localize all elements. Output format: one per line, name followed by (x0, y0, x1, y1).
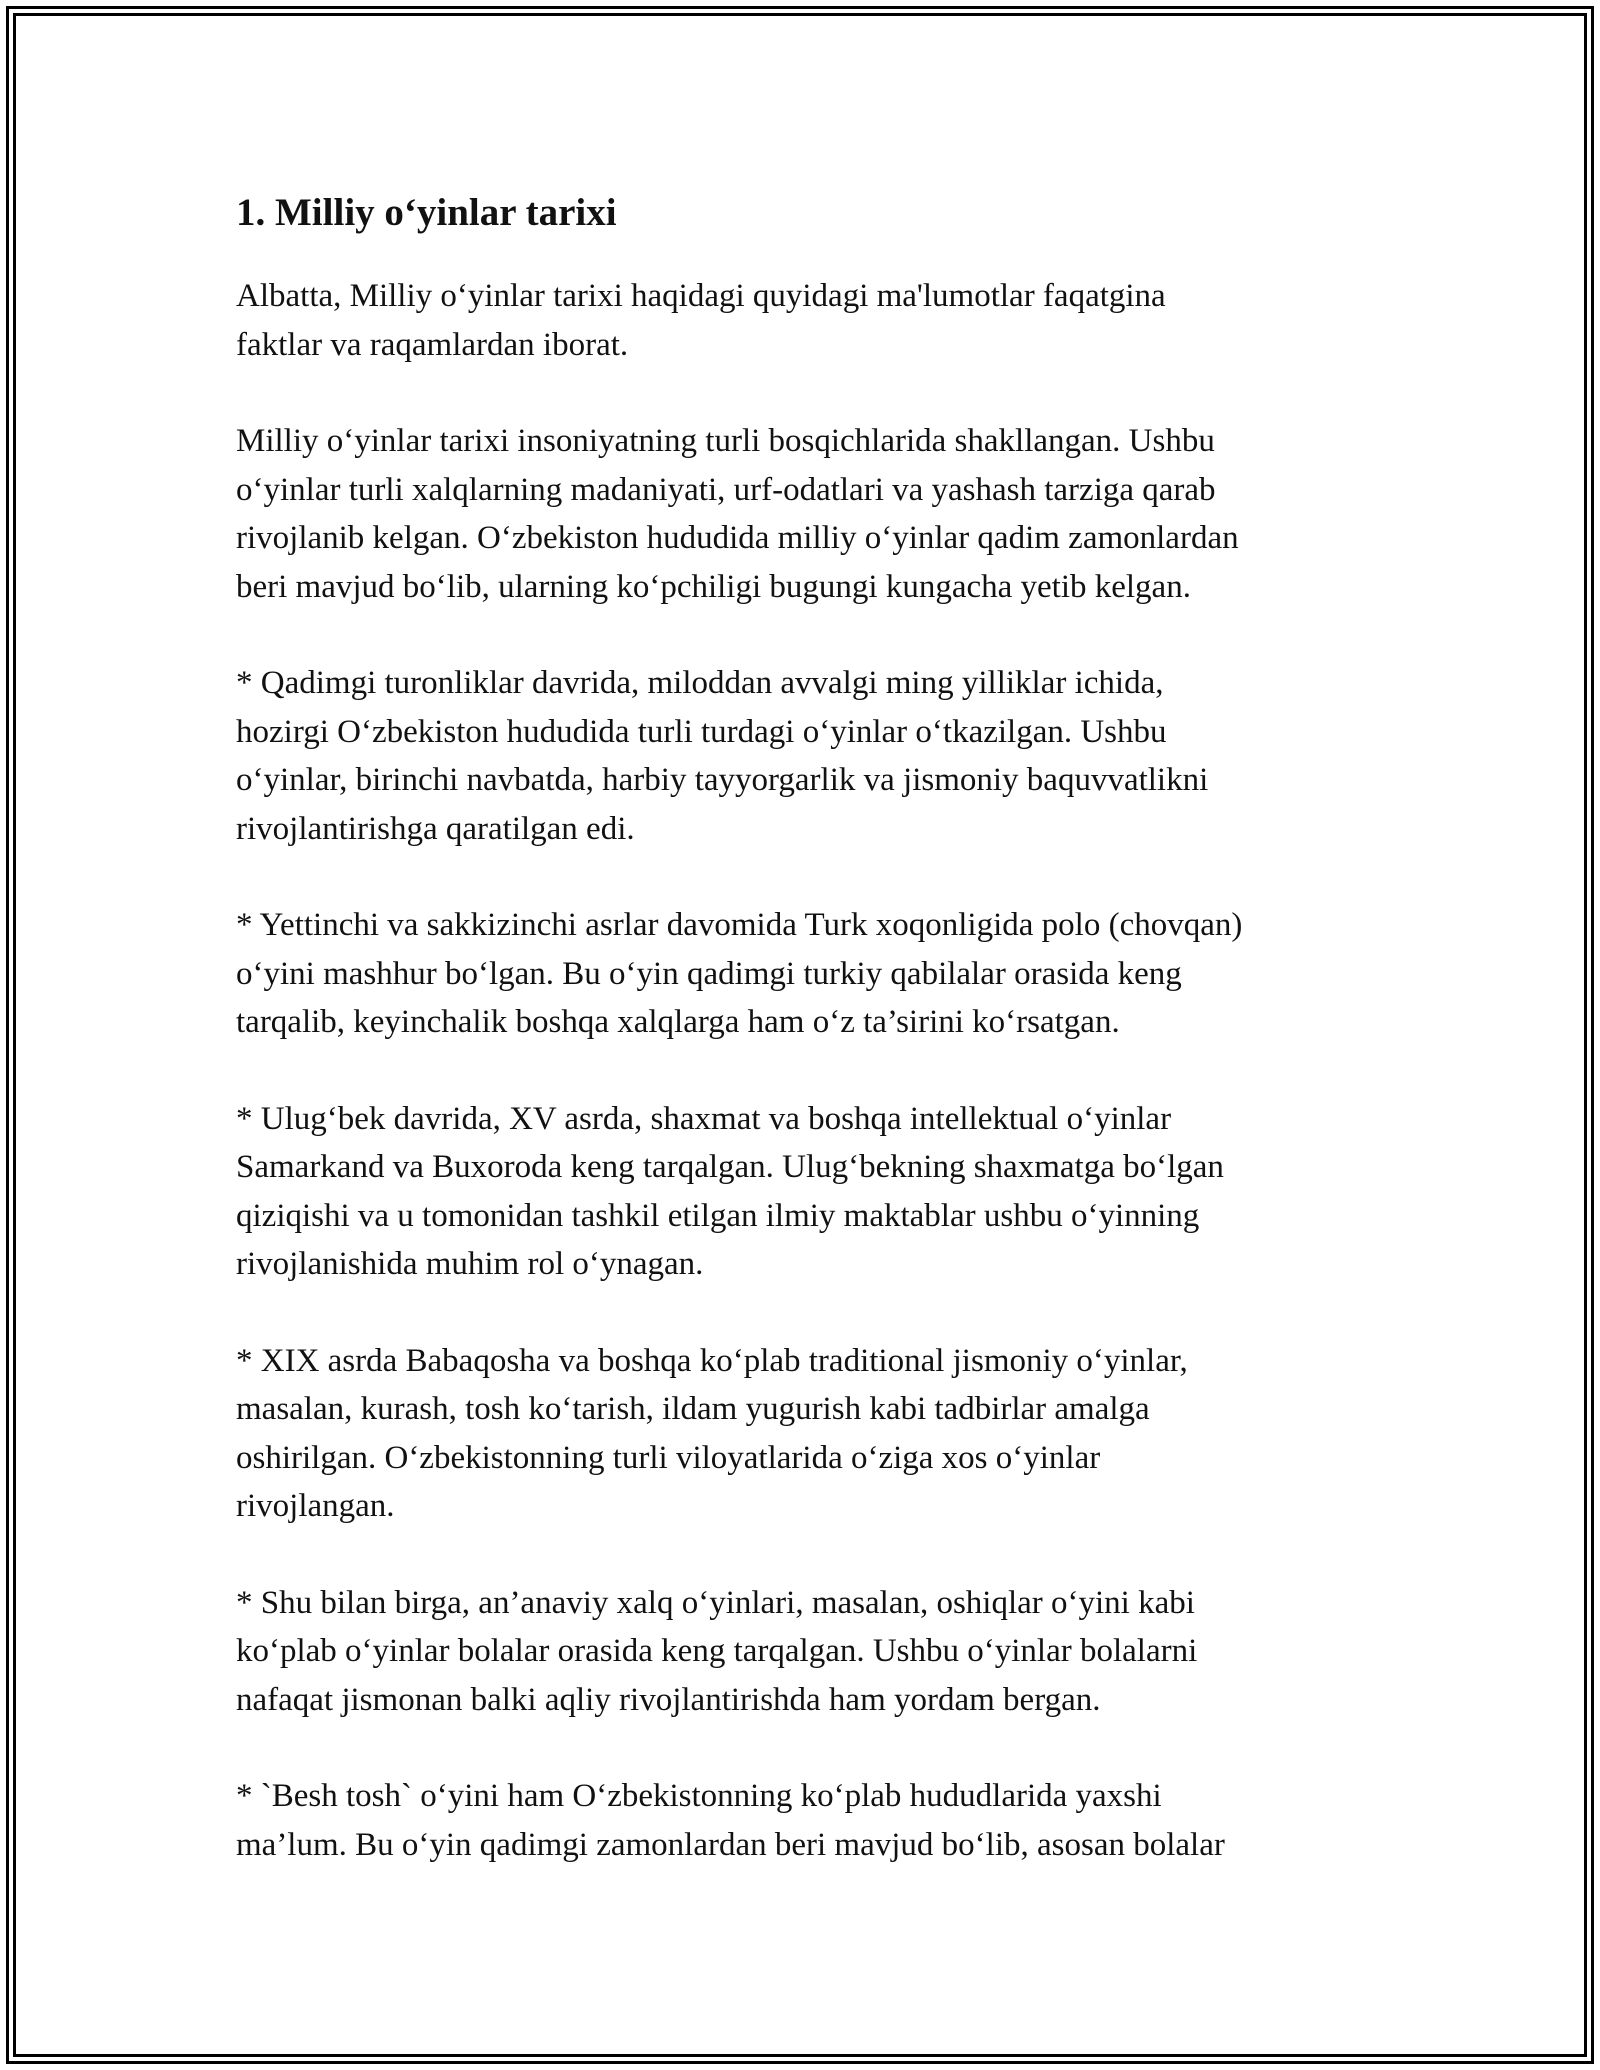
paragraph-overview: Milliy o‘yinlar tarixi insoniyatning turli bosqichlarida shakllangan. Ushbu o‘yinlar turli xalqlarning madaniyati, urf-odatlari va yashash tarziga qarab rivojlanib kelgan. O‘zbekiston hududida milliy o‘yinlar qadim zamonlardan beri mavjud bo‘lib, ularning ko‘pchiligi bugungi kungacha yetib kelgan. (236, 423, 1239, 605)
paragraph-besh-tosh: * `Besh tosh` o‘yini ham O‘zbekistonning ko‘plab hududlarida yaxshi ma’lum. Bu o‘yin qadimgi zamonlardan beri mavjud bo‘lib, asosan bolalar (236, 1778, 1225, 1863)
section-heading: 1. Milliy o‘yinlar tarixi (236, 191, 617, 234)
paragraph-intro: Albatta, Milliy o‘yinlar tarixi haqidagi quyidagi ma'lumotlar faqatgina faktlar va raqamlardan iborat. (236, 278, 1166, 363)
paragraph-ancient-turan: * Qadimgi turonliklar davrida, miloddan avvalgi ming yilliklar ichida, hozirgi O‘zbekiston hududida turli turdagi o‘yinlar o‘tkazilgan. Ushbu o‘yinlar, birinchi navbatda, harbiy tayyorgarlik va jismoniy baquvvatlikni rivojlantirishga qaratilgan edi. (236, 665, 1209, 847)
paragraph-xix-century: * XIX asrda Babaqosha va boshqa ko‘plab traditional jismoniy o‘yinlar, masalan, kurash, tosh ko‘tarish, ildam yugurish kabi tadbirlar amalga oshirilgan. O‘zbekistonning turli viloyatlarida o‘ziga xos o‘yinlar rivojlangan. (236, 1342, 1188, 1524)
paragraph-polo: * Yettinchi va sakkizinchi asrlar davomida Turk xoqonligida polo (chovqan) o‘yini mashhur bo‘lgan. Bu o‘yin qadimgi turkiy qabilalar orasida keng tarqalib, keyinchalik boshqa xalqlarga ham o‘z ta’sirini ko‘rsatgan. (236, 907, 1243, 1040)
paragraph-ulugbek-chess: * Ulug‘bek davrida, XV asrda, shaxmat va boshqa intellektual o‘yinlar Samarkand va Buxoroda keng tarqalgan. Ulug‘bekning shaxmatga bo‘lgan qiziqishi va u tomonidan tashkil etilgan ilmiy maktablar ushbu o‘yinning rivojlanishida muhim rol o‘ynagan. (236, 1100, 1224, 1282)
paragraph-folk-games: * Shu bilan birga, an’anaviy xalq o‘yinlari, masalan, oshiqlar o‘yini kabi ko‘plab o‘yinlar bolalar orasida keng tarqalgan. Ushbu o‘yinlar bolalarni nafaqat jismonan balki aqliy rivojlantirishda ham yordam bergan. (236, 1584, 1198, 1718)
document-body (236, 184, 1376, 1917)
